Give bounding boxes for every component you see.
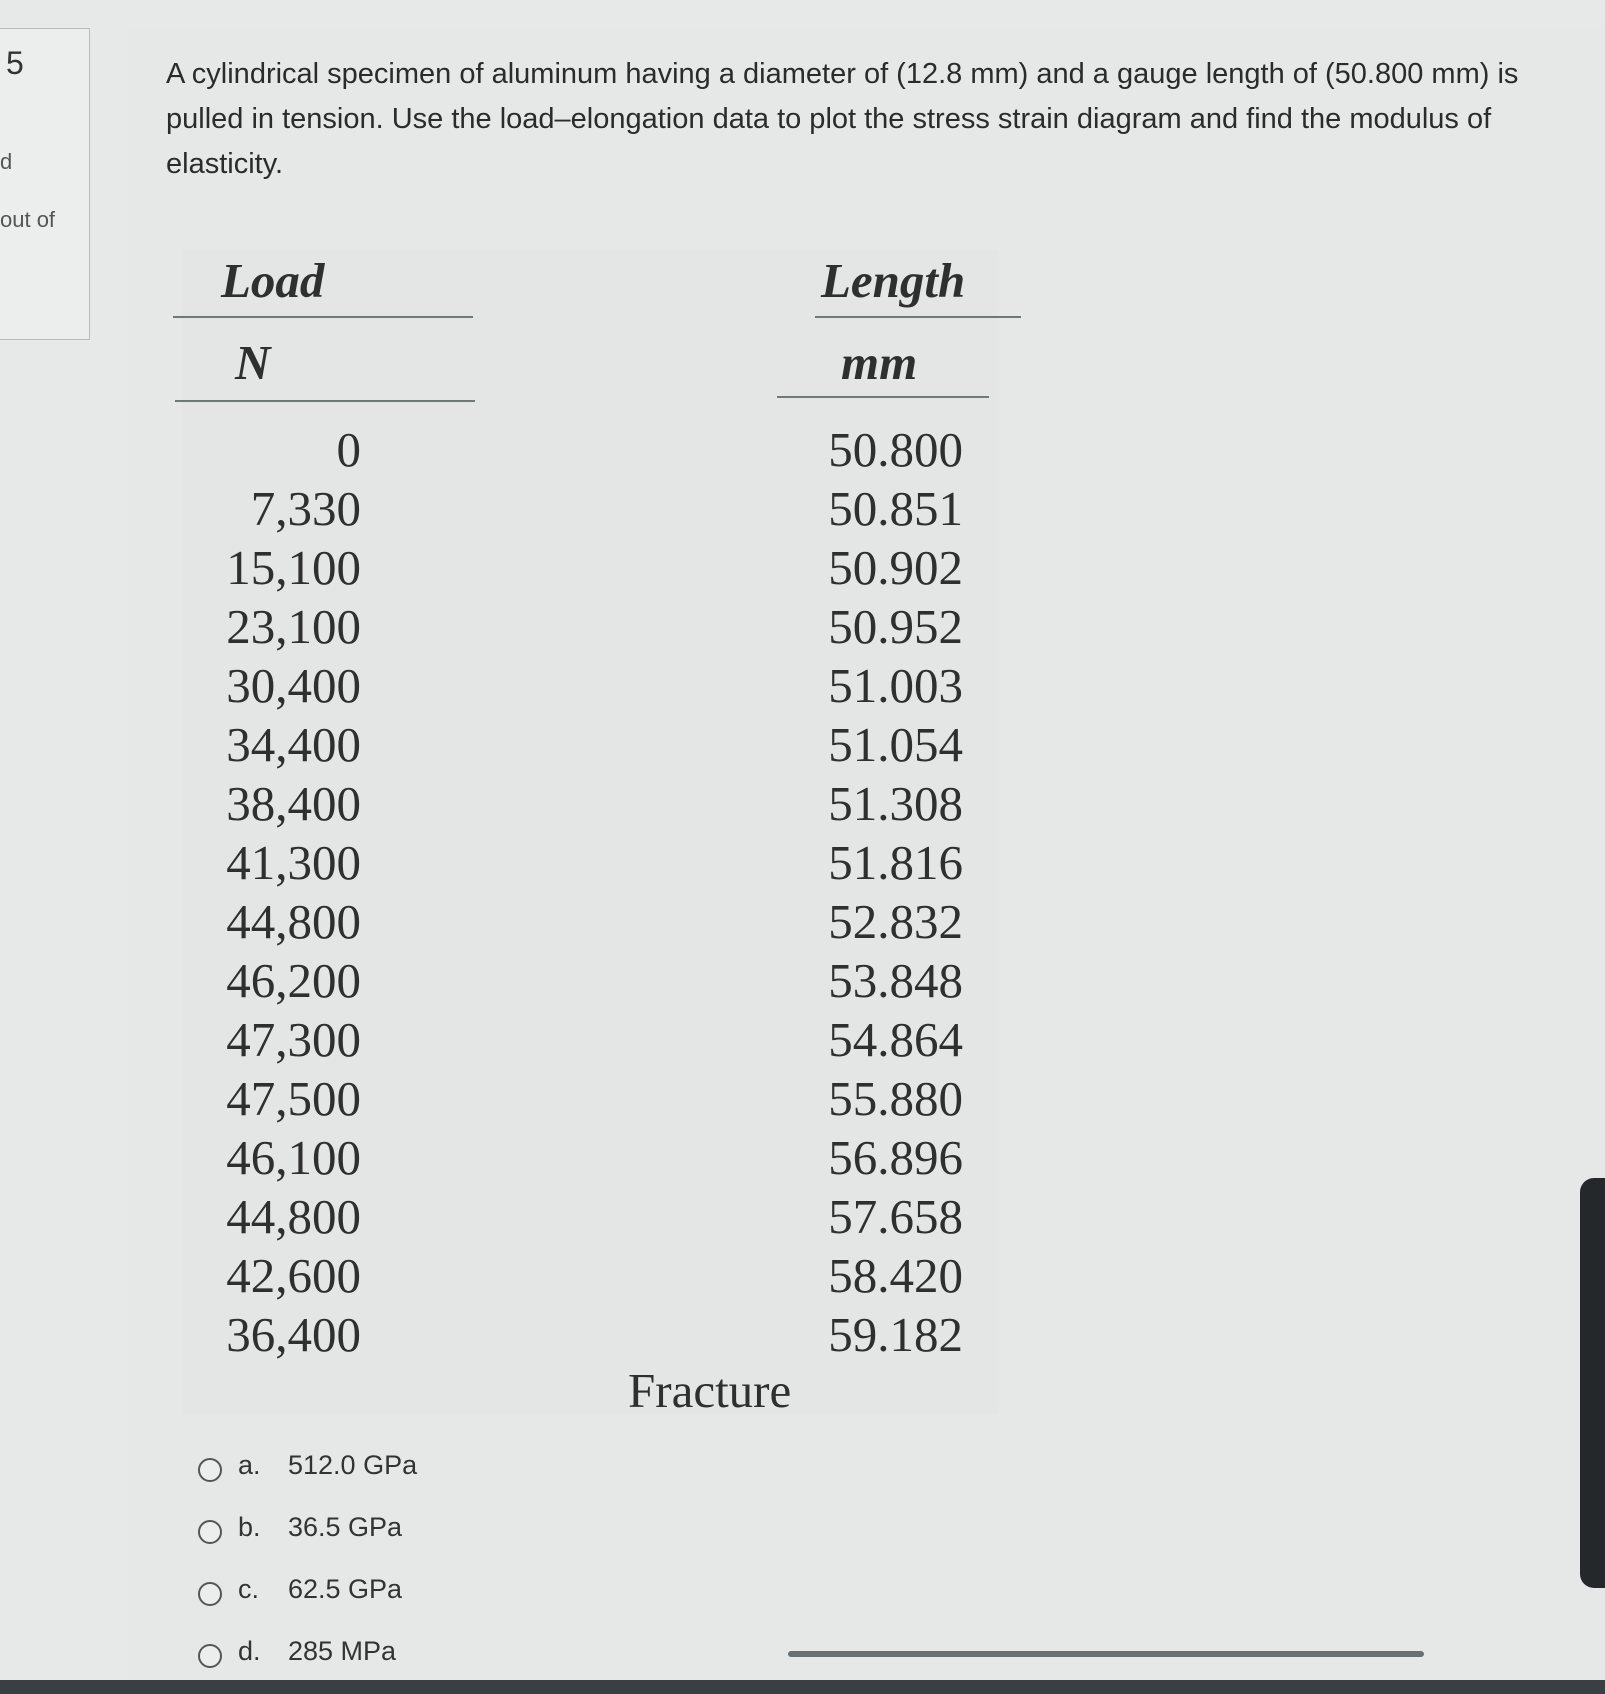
length-cell: 59.182 [828,1307,963,1362]
load-column [203,420,361,1364]
load-cell: 46,100 [226,1130,361,1185]
length-header: Length [821,253,966,308]
load-cell: 47,500 [226,1071,361,1126]
load-length-table [183,250,998,1418]
length-column [793,420,963,1364]
option-a[interactable] [198,1450,458,1490]
length-cell: 50.952 [828,599,963,654]
option-letter: b. [238,1512,261,1542]
load-cell: 44,800 [226,894,361,949]
option-letter: d. [238,1636,261,1666]
option-c[interactable] [198,1574,458,1614]
option-text: 62.5 GPa [288,1574,403,1604]
screen-bottom-edge [0,1680,1605,1694]
load-cell: 36,400 [226,1307,361,1362]
length-cell: 54.864 [828,1012,963,1067]
question-info-panel [0,28,90,340]
length-cell: 50.800 [828,422,963,477]
length-cell: 56.896 [828,1130,963,1185]
length-cell: 51.003 [828,658,963,713]
radio-button-b[interactable] [198,1520,222,1544]
option-d[interactable] [198,1636,458,1676]
option-letter: c. [238,1574,260,1604]
load-cell: 47,300 [226,1012,361,1067]
load-unit: N [235,335,271,390]
load-cell: 0 [336,422,361,477]
scroll-indicator [788,1651,1424,1657]
load-cell: 15,100 [226,540,361,595]
load-header: Load [221,253,325,308]
length-cell: 58.420 [828,1248,963,1303]
question-number: 5 [6,45,24,81]
header-rule-load [173,316,473,318]
screen-bezel-edge [1580,1178,1605,1588]
radio-button-a[interactable] [198,1458,222,1482]
length-cell: 57.658 [828,1189,963,1244]
fracture-label: Fracture [628,1363,792,1418]
load-cell: 23,100 [226,599,361,654]
length-cell: 55.880 [828,1071,963,1126]
question-text: A cylindrical specimen of aluminum having a diameter of (12.8 mm) and a gauge length of (50.800 mm) is pulled in tension. Use the load–elongation data to plot the stress strain diagram and find the modulus of elasticity. [166,58,1519,180]
length-cell: 51.308 [828,776,963,831]
length-unit: mm [841,335,918,390]
load-cell: 38,400 [226,776,361,831]
radio-button-c[interactable] [198,1582,222,1606]
load-cell: 42,600 [226,1248,361,1303]
option-text: 36.5 GPa [288,1512,403,1542]
load-cell: 41,300 [226,835,361,890]
load-cell: 7,330 [250,481,361,536]
length-cell: 53.848 [828,953,963,1008]
length-cell: 52.832 [828,894,963,949]
load-cell: 46,200 [226,953,361,1008]
question-status: d [0,149,13,174]
unit-rule-length [777,396,989,398]
load-cell: 30,400 [226,658,361,713]
length-cell: 51.816 [828,835,963,890]
load-cell: 44,800 [226,1189,361,1244]
question-points: out of [0,207,56,232]
length-cell: 50.902 [828,540,963,595]
length-cell: 50.851 [828,481,963,536]
radio-button-d[interactable] [198,1644,222,1668]
unit-rule-load [175,400,475,402]
load-cell: 34,400 [226,717,361,772]
option-letter: a. [238,1450,261,1480]
length-cell: 51.054 [828,717,963,772]
option-text: 512.0 GPa [288,1450,418,1480]
header-rule-length [815,316,1021,318]
option-text: 285 MPa [288,1636,397,1666]
option-b[interactable] [198,1512,458,1552]
